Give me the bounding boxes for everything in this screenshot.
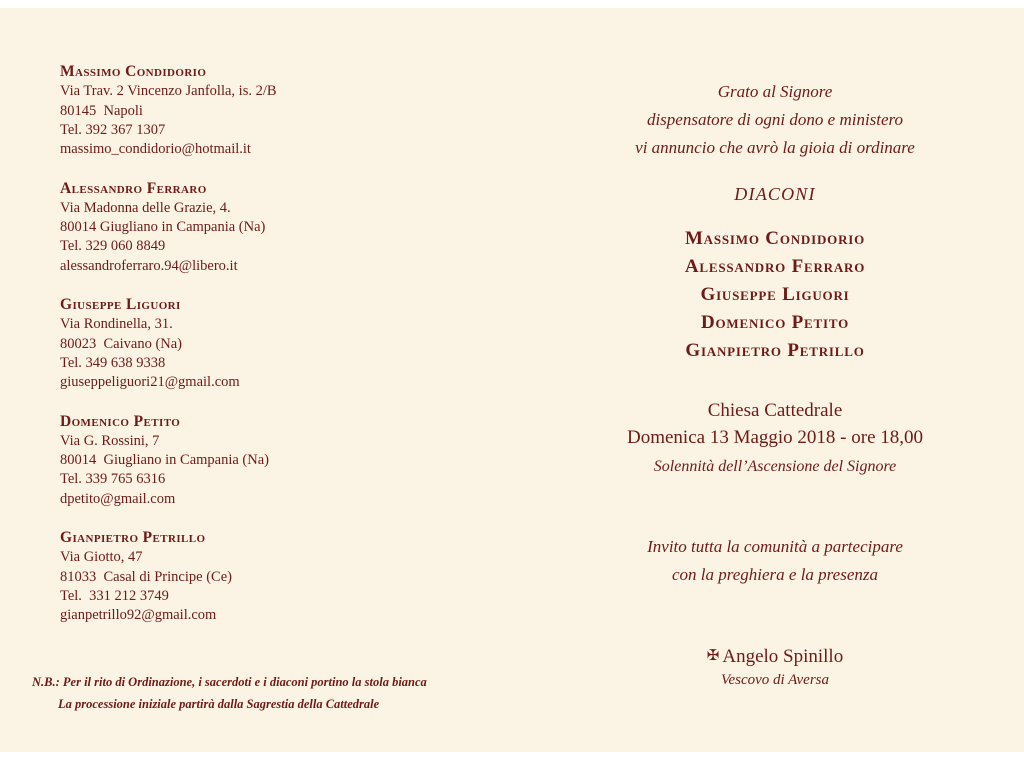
contact-name: Massimo Condidorio <box>60 63 207 80</box>
contact-city: 80014 Giugliano in Campania (Na) <box>60 219 266 236</box>
contact-phone: Tel. 392 367 1307 <box>60 121 166 138</box>
contact-name: Gianpietro Petrillo <box>60 529 206 546</box>
signature-block <box>560 645 990 691</box>
contact-email: gianpetrillo92@gmail.com <box>60 607 217 624</box>
contact-phone: Tel. 349 638 9338 <box>60 354 166 371</box>
contact-name: Giuseppe Liguori <box>60 296 181 313</box>
event-occasion: Solennità dell’Ascensione del Signore <box>653 457 897 475</box>
event-venue: Chiesa Cattedrale <box>707 399 843 421</box>
role-heading: DIACONI <box>734 184 816 205</box>
contact-email: alessandroferraro.94@libero.it <box>60 257 238 274</box>
intro-line-2: dispensatore di ogni dono e ministero <box>646 110 904 130</box>
page-bottom-margin <box>0 752 1024 760</box>
signature-name: Angelo Spinillo <box>722 646 844 667</box>
contact-city: 81033 Casal di Principe (Ce) <box>60 568 232 585</box>
contact-phone: Tel. 329 060 8849 <box>60 238 166 255</box>
contact-address: Via Rondinella, 31. <box>60 316 173 333</box>
contact-email: giuseppeliguori21@gmail.com <box>60 374 240 391</box>
footnote <box>32 672 532 716</box>
contact-name: Alessandro Ferraro <box>60 179 207 197</box>
contact-entry <box>60 62 460 160</box>
contact-phone: Tel. 331 212 3749 <box>60 587 169 604</box>
contact-city: 80014 Giugliano in Campania (Na) <box>60 452 269 469</box>
contact-address: Via Madonna delle Grazie, 4. <box>60 199 231 216</box>
intro-line-3: vi annuncio che avrò la gioia di ordinare <box>635 138 915 158</box>
signature-name-row <box>560 645 990 670</box>
footnote-line-2: La processione iniziale partirà dalla Sagrestia della Cattedrale <box>58 696 380 711</box>
contact-entry <box>60 528 460 626</box>
contact-city: 80145 Napoli <box>60 102 143 119</box>
contact-address: Via G. Rossini, 7 <box>60 432 160 449</box>
intro-line-1: Grato al Signore <box>717 82 833 101</box>
contact-entry <box>60 295 460 393</box>
contact-email: massimo_condidorio@hotmail.it <box>60 141 251 158</box>
footnote-line-1: N.B.: Per il rito di Ordinazione, i sacerdoti e i diaconi portino la stola bianca <box>32 675 427 689</box>
contact-address: Via Giotto, 47 <box>60 549 143 566</box>
event-datetime: Domenica 13 Maggio 2018 - ore 18,00 <box>626 427 924 449</box>
contacts-column <box>60 62 460 645</box>
signature-title: Vescovo di Aversa <box>720 671 830 688</box>
contact-entry <box>60 412 460 510</box>
contact-entry <box>60 179 460 277</box>
ordinand-name: Alessandro Ferraro <box>684 256 866 278</box>
announcement-column <box>560 78 990 589</box>
event-details <box>560 397 990 480</box>
contact-email: dpetito@gmail.com <box>60 490 176 507</box>
contact-phone: Tel. 339 765 6316 <box>60 471 166 488</box>
contact-name: Domenico Petito <box>60 412 181 430</box>
contact-address: Via Trav. 2 Vincenzo Janfolla, is. 2/B <box>60 83 277 100</box>
invitation-line-2: con la preghiera e la presenza <box>671 564 878 584</box>
ordinand-name: Giuseppe Liguori <box>700 283 850 305</box>
invitation-text <box>560 533 990 588</box>
invitation-line-1: Invito tutta la comunità a partecipare <box>647 537 903 557</box>
contact-city: 80023 Caivano (Na) <box>60 335 183 352</box>
ordinand-name: Massimo Condidorio <box>684 228 866 250</box>
ordinand-name: Gianpietro Petrillo <box>685 339 865 361</box>
page-top-margin <box>0 0 1024 8</box>
ordinand-name: Domenico Petito <box>700 311 850 333</box>
cross-icon: ✠ <box>706 648 720 664</box>
